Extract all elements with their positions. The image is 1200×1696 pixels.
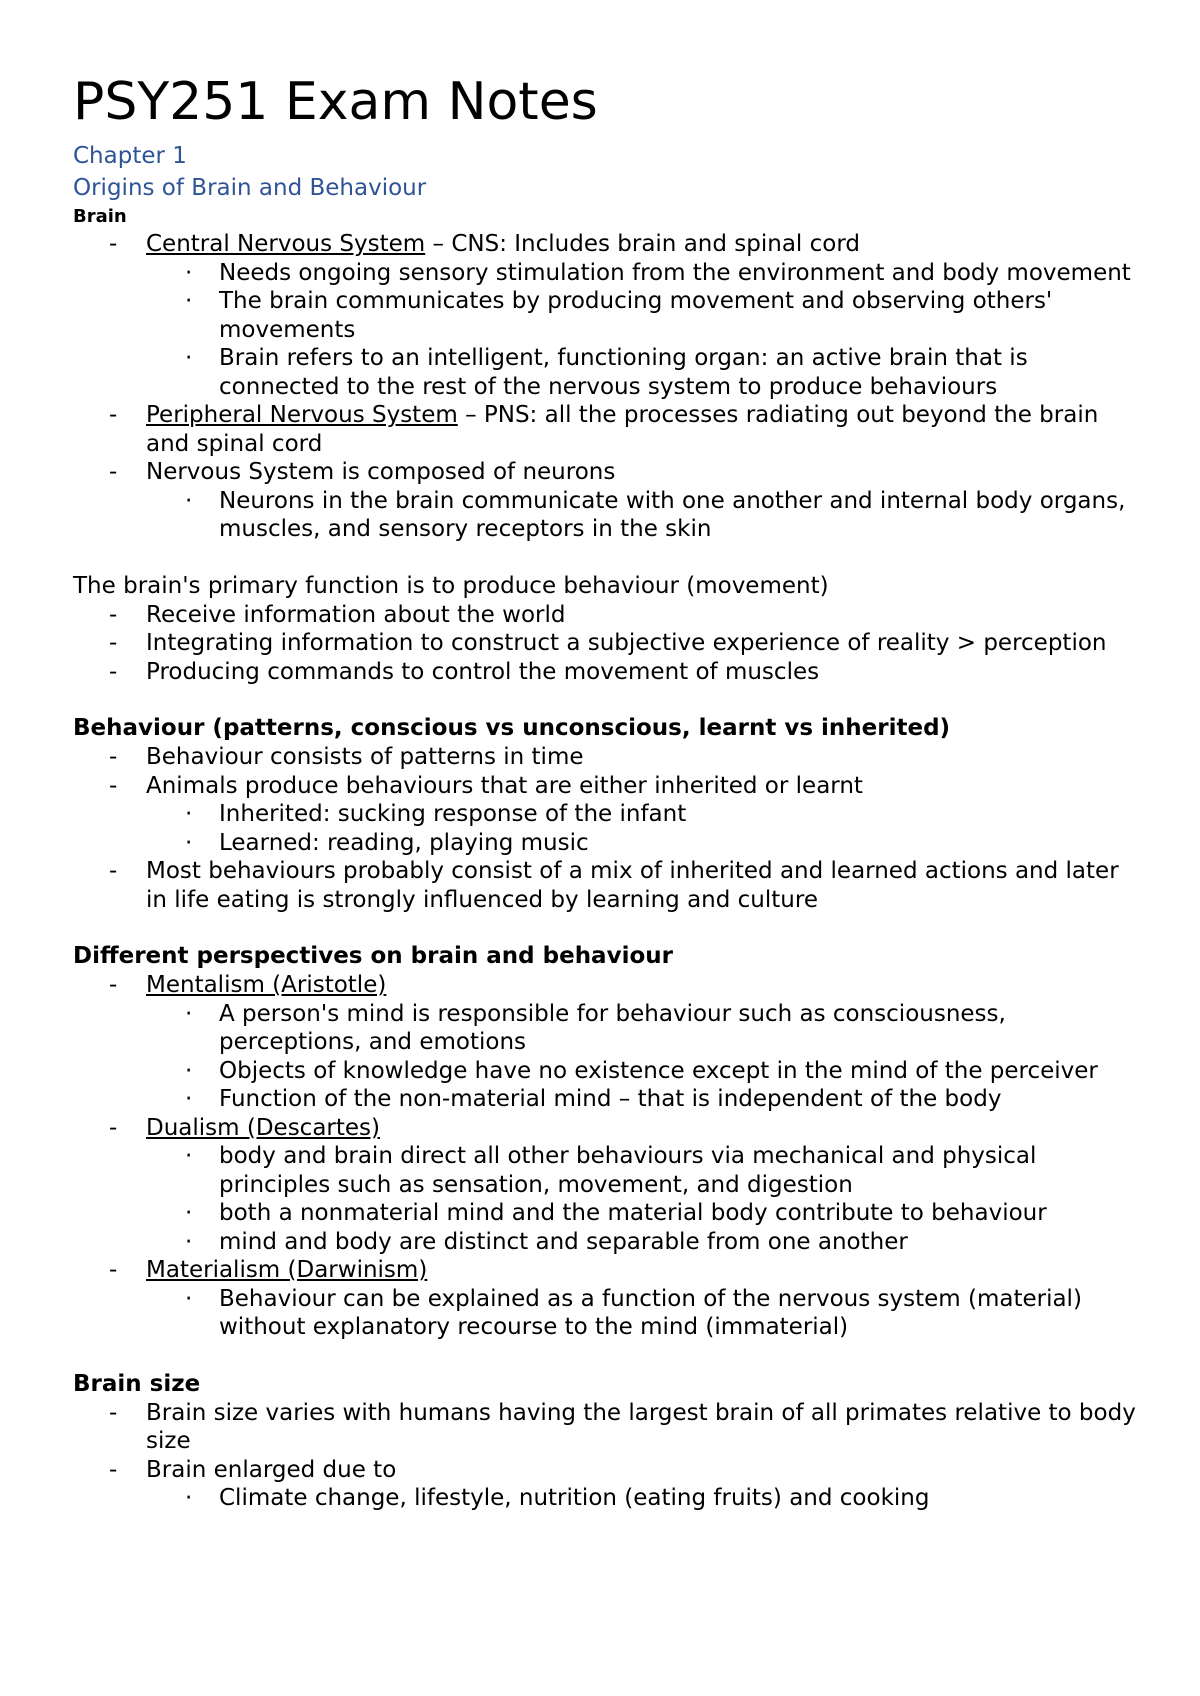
- dash-marker: -: [109, 459, 118, 485]
- pns-definition: – PNS: all the processes radiating out beyond the brain and spinal cord: [146, 402, 1099, 457]
- dash-marker: -: [109, 744, 118, 770]
- list-item-text: Neurons in the brain communicate with one another and internal body organs, muscles, and sensory receptors in the skin: [219, 487, 1126, 542]
- brain-size-heading: Brain size: [73, 1370, 201, 1397]
- list-item: [73, 1142, 1140, 1199]
- dash-marker: -: [109, 1456, 118, 1483]
- list-item-text: Needs ongoing sensory stimulation from the environment and body movement: [219, 259, 1131, 286]
- chapter-heading: Chapter 1: [73, 143, 187, 169]
- list-item: [73, 743, 1140, 772]
- dot-marker: ·: [185, 1285, 193, 1312]
- list-item-text: Animals produce behaviours that are either inherited or learnt: [146, 772, 863, 799]
- dash-marker: -: [109, 772, 118, 799]
- list-item-text: Most behaviours probably consist of a mix of inherited and learned actions and later in life eating is strongly influenced by learning and culture: [146, 858, 1119, 913]
- list-item-text: Behaviour consists of patterns in time: [146, 744, 584, 770]
- spacer: [73, 1342, 1140, 1370]
- mentalism-term: Mentalism (Aristotle): [146, 972, 387, 998]
- dash-marker: -: [109, 858, 118, 884]
- list-item-text: Climate change, lifestyle, nutrition (eating fruits) and cooking: [219, 1485, 930, 1511]
- materialism-term: Materialism (Darwinism): [146, 1257, 428, 1283]
- list-item: [73, 1114, 1140, 1143]
- list-item-text: The brain communicates by producing movement and observing others' movements: [219, 288, 1053, 343]
- function-list: [73, 601, 1140, 687]
- dot-marker: ·: [185, 1000, 193, 1027]
- list-item: [73, 230, 1140, 259]
- list-item: [73, 601, 1140, 630]
- list-item: [73, 772, 1140, 801]
- cns-term: Central Nervous System: [146, 231, 426, 257]
- list-item-text: Nervous System is composed of neurons: [146, 459, 616, 485]
- dot-marker: ·: [185, 1086, 193, 1112]
- dot-marker: ·: [185, 801, 193, 827]
- cns-definition: – CNS: Includes brain and spinal cord: [425, 231, 860, 257]
- pns-term: Peripheral Nervous System: [146, 402, 458, 428]
- dash-marker: -: [109, 972, 118, 998]
- perspectives-list: [73, 971, 1140, 1342]
- list-item-text: Objects of knowledge have no existence except in the mind of the perceiver: [219, 1057, 1098, 1084]
- list-item-text: Receive information about the world: [146, 601, 566, 628]
- list-item-text: Brain refers to an intelligent, functioning organ: an active brain that is connected to the rest of the nervous system to produce behaviours: [219, 345, 1028, 400]
- list-item: [73, 971, 1140, 1000]
- list-item-text: Integrating information to construct a subjective experience of reality > perception: [146, 630, 1107, 656]
- list-item: [73, 1199, 1140, 1228]
- brain-size-list: [73, 1399, 1140, 1513]
- dot-marker: ·: [185, 1200, 193, 1226]
- list-item-text: Brain size varies with humans having the largest brain of all primates relative to body size: [146, 1399, 1136, 1454]
- dot-marker: ·: [185, 829, 193, 856]
- list-item-text: A person's mind is responsible for behaviour such as consciousness, perceptions, and emotions: [219, 1000, 1006, 1055]
- page-title: PSY251 Exam Notes: [73, 72, 598, 132]
- perspectives-heading: Different perspectives on brain and behaviour: [73, 943, 673, 969]
- dash-marker: -: [109, 630, 118, 656]
- section-subtitle: Origins of Brain and Behaviour: [73, 175, 427, 201]
- list-item: [73, 1256, 1140, 1285]
- list-item-text: mind and body are distinct and separable from one another: [219, 1228, 908, 1255]
- list-item: [73, 1000, 1140, 1057]
- dot-marker: ·: [185, 1057, 193, 1084]
- dot-marker: ·: [185, 487, 193, 514]
- list-item: [73, 1456, 1140, 1485]
- dot-marker: ·: [185, 288, 193, 314]
- dash-marker: -: [109, 1114, 118, 1141]
- list-item: [73, 1057, 1140, 1086]
- list-item-text: Inherited: sucking response of the infant: [219, 801, 687, 827]
- dot-marker: ·: [185, 1485, 193, 1511]
- dash-marker: -: [109, 1257, 118, 1283]
- dot-marker: ·: [185, 1228, 193, 1255]
- dash-marker: -: [109, 231, 118, 257]
- brain-list: [73, 230, 1140, 544]
- list-item-text: body and brain direct all other behaviours via mechanical and physical principles such as sensation, movement, and digestion: [219, 1143, 1037, 1198]
- dot-marker: ·: [185, 345, 193, 371]
- dash-marker: -: [109, 1399, 118, 1426]
- list-item: [73, 458, 1140, 487]
- dash-marker: -: [109, 658, 118, 685]
- list-item: [73, 829, 1140, 858]
- spacer: [73, 686, 1140, 714]
- behaviour-list: [73, 743, 1140, 914]
- list-item-text: Learned: reading, playing music: [219, 829, 589, 856]
- list-item: [73, 1085, 1140, 1114]
- behaviour-heading: Behaviour (patterns, conscious vs unconscious, learnt vs inherited): [73, 715, 951, 741]
- dualism-term: Dualism (Descartes): [146, 1114, 380, 1141]
- list-item: [73, 287, 1140, 344]
- spacer: [73, 914, 1140, 942]
- dot-marker: ·: [185, 259, 193, 286]
- dot-marker: ·: [185, 1143, 193, 1169]
- list-item: [73, 344, 1140, 401]
- list-item-text: Producing commands to control the movement of muscles: [146, 658, 820, 685]
- list-item: [73, 401, 1140, 458]
- spacer: [73, 544, 1140, 572]
- list-item: [73, 1484, 1140, 1513]
- list-item-text: both a nonmaterial mind and the material body contribute to behaviour: [219, 1200, 1047, 1226]
- list-item: [73, 629, 1140, 658]
- brain-label: Brain: [73, 206, 127, 227]
- list-item-text: Function of the non-material mind – that is independent of the body: [219, 1086, 1002, 1112]
- dash-marker: -: [109, 402, 118, 428]
- list-item: [73, 487, 1140, 544]
- list-item: [73, 1228, 1140, 1257]
- list-item: [73, 857, 1140, 914]
- list-item-text: Behaviour can be explained as a function of the nervous system (material) without explanatory recourse to the mind (immaterial): [219, 1285, 1082, 1340]
- list-item: [73, 800, 1140, 829]
- dash-marker: -: [109, 601, 118, 628]
- list-item: [73, 259, 1140, 288]
- list-item: [73, 1399, 1140, 1456]
- function-intro: The brain's primary function is to produce behaviour (movement): [73, 572, 829, 599]
- list-item: [73, 658, 1140, 687]
- list-item-text: Brain enlarged due to: [146, 1456, 397, 1483]
- list-item: [73, 1285, 1140, 1342]
